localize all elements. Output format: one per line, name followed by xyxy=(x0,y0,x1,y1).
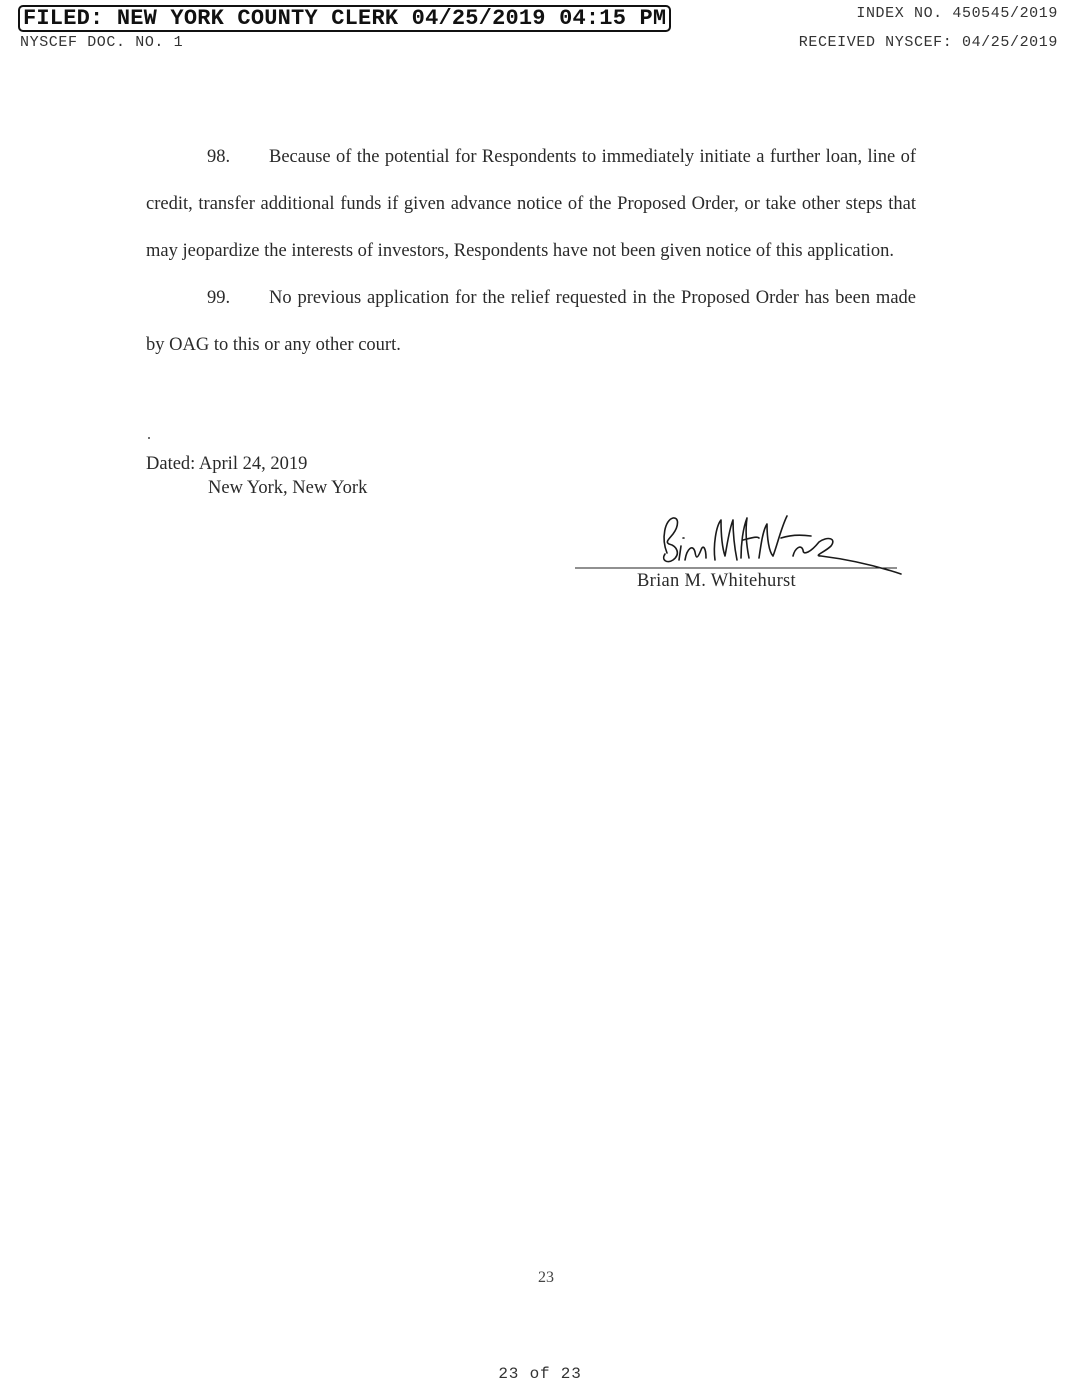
handwritten-signature xyxy=(575,508,905,578)
received-date: RECEIVED NYSCEF: 04/25/2019 xyxy=(798,34,1058,51)
paragraph-99 xyxy=(146,275,916,369)
index-number: INDEX NO. 450545/2019 xyxy=(856,5,1058,22)
paragraph-number: 98. xyxy=(207,147,231,167)
dated-place: New York, New York xyxy=(208,478,368,498)
signer-name: Brian M. Whitehurst xyxy=(637,571,796,591)
stray-mark xyxy=(148,437,150,439)
paragraph-number: 99. xyxy=(207,288,231,308)
page-of-total: 23 of 23 xyxy=(498,1365,582,1383)
paragraph-text: Because of the potential for Respondents to immediately initiate a further loan, line of credit, transfer additional funds if given advance notice of the Proposed Order, or take other steps that may jeopardize the interests of investors, Respondents have not been given notice of this application. xyxy=(146,147,916,261)
dated-block xyxy=(146,452,367,500)
paragraph-text: No previous application for the relief requested in the Proposed Order has been made by OAG to this or any other court. xyxy=(146,288,916,355)
filed-stamp: FILED: NEW YORK COUNTY CLERK 04/25/2019 04:15 PM xyxy=(18,5,671,32)
dated-line: Dated: April 24, 2019 xyxy=(146,454,308,474)
nyscef-doc-number: NYSCEF DOC. NO. 1 xyxy=(20,34,184,51)
paragraph-98 xyxy=(146,134,916,275)
page-number: 23 xyxy=(538,1269,554,1286)
document-body xyxy=(146,134,916,369)
